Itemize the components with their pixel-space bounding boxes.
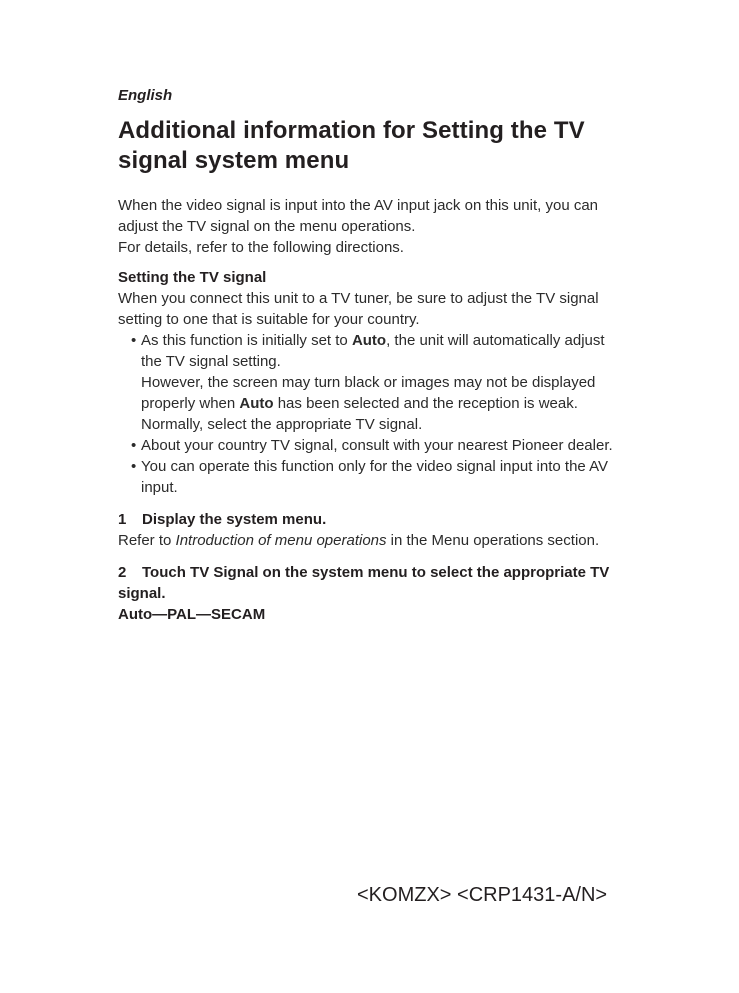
bullet-item: [131, 456, 628, 498]
step-2-heading: [118, 562, 628, 604]
bullet-text-pre: As this function is initially set to: [141, 332, 352, 349]
step-1-text-post: in the Menu operations section.: [386, 532, 600, 549]
document-page: [118, 85, 628, 625]
intro-line-1: When the video signal is input into the AV input jack on this unit, you can adjust the TV signal on the menu operations.: [118, 197, 599, 235]
step-2-number: 2: [118, 564, 127, 581]
bullet-list: [118, 330, 628, 498]
language-label: English: [118, 87, 173, 104]
step-1-text: [118, 530, 628, 551]
step-1-text-pre: Refer to: [118, 532, 176, 549]
step-1-heading: [118, 509, 628, 530]
step-1-title: Display the system menu.: [142, 511, 327, 528]
bullet-bold-value: Auto: [351, 332, 387, 349]
page-title: Additional information for Setting the TV signal system menu: [118, 117, 585, 174]
bullet-text: You can operate this function only for the video signal input into the AV input.: [141, 458, 608, 496]
bullet-icon: •: [131, 458, 137, 475]
intro-paragraph: [118, 195, 628, 258]
step-1-reference: Introduction of menu operations: [175, 532, 387, 549]
bullet-cont-bold-value: Auto: [239, 395, 274, 412]
bullet-text: About your country TV signal, consult with your nearest Pioneer dealer.: [141, 437, 613, 454]
bullet-icon: •: [131, 332, 137, 349]
signal-options: Auto—PAL—SECAM: [118, 606, 266, 623]
bullet-cont-pre: However, the screen may turn black or images may not be displayed properly when: [141, 374, 596, 412]
document-code: <KOMZX> <CRP1431-A/N>: [357, 884, 608, 906]
step-2-title: Touch TV Signal on the system menu to select the appropriate TV signal.: [118, 564, 610, 602]
bullet-item: [131, 435, 628, 456]
step-1-number: 1: [118, 511, 127, 528]
section-heading: Setting the TV signal: [118, 269, 267, 286]
bullet-icon: •: [131, 437, 137, 454]
section-text: When you connect this unit to a TV tuner, be sure to adjust the TV signal setting to one that is suitable for your country.: [118, 290, 599, 328]
intro-line-2: For details, refer to the following directions.: [118, 239, 404, 256]
bullet-text-post: , the unit will automatically adjust the TV signal setting.: [141, 332, 605, 370]
bullet-cont-post: has been selected and the reception is weak. Normally, select the appropriate TV signal.: [141, 395, 578, 433]
bullet-item: [131, 330, 628, 435]
